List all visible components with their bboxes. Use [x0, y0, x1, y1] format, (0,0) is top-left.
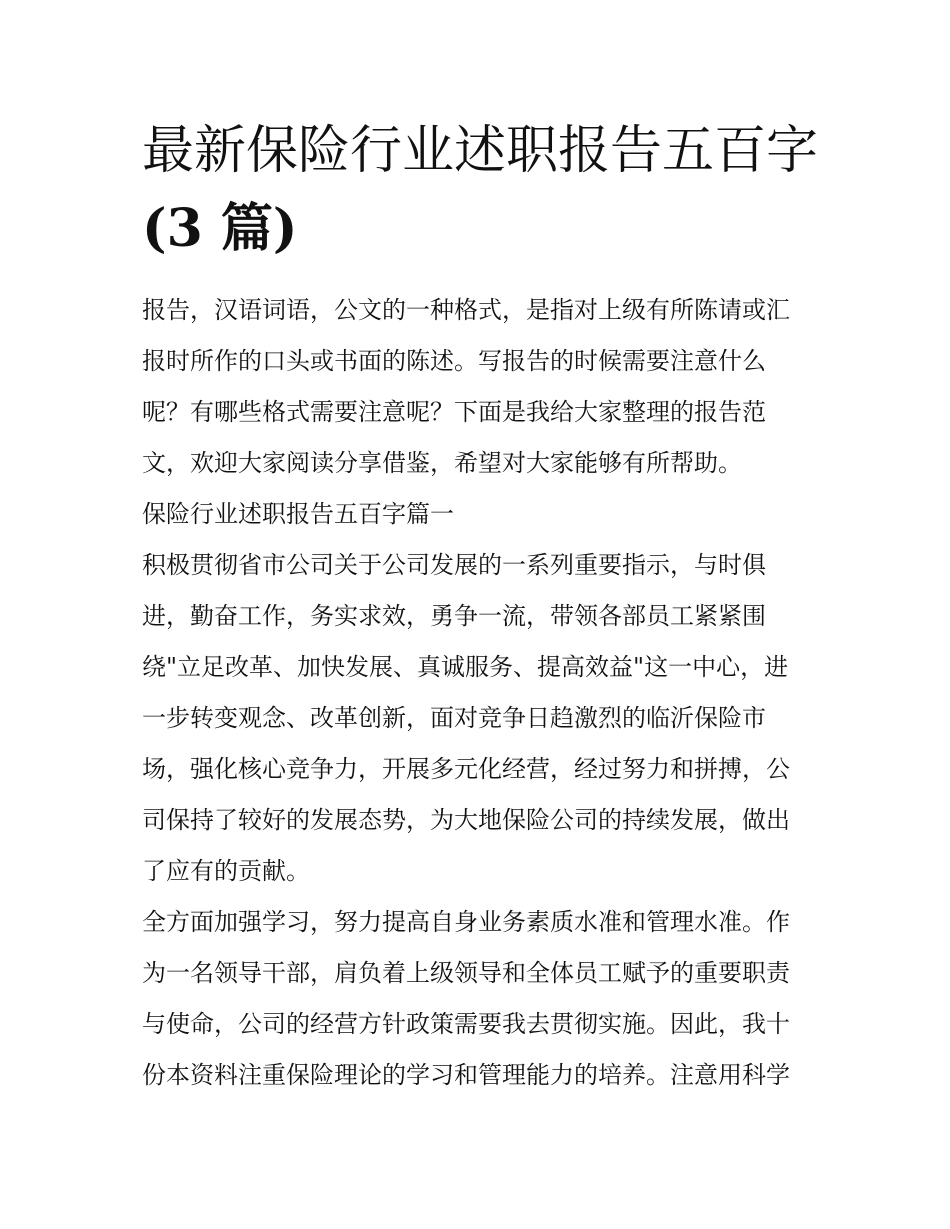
intro-paragraph	[142, 285, 814, 489]
text-line: 呢？有哪些格式需要注意呢？下面是我给大家整理的报告范	[142, 398, 766, 426]
document-body	[142, 285, 814, 1101]
title-line: (3 篇)	[142, 198, 298, 259]
text-line: 份本资料注重保险理论的学习和管理能力的培养。注意用科学	[142, 1061, 790, 1089]
text-line: 积极贯彻省市公司关于公司发展的一系列重要指示，与时俱	[142, 551, 766, 579]
body-paragraph	[142, 897, 814, 1101]
text-line: 报告，汉语词语，公文的一种格式，是指对上级有所陈请或汇	[142, 296, 790, 324]
text-line: 司保持了较好的发展态势，为大地保险公司的持续发展，做出	[142, 806, 790, 834]
text-line: 场，强化核心竞争力，开展多元化经营，经过努力和拼搏，公	[142, 755, 790, 783]
text-line: 进，勤奋工作，务实求效，勇争一流，带领各部员工紧紧围	[142, 602, 766, 630]
document-title	[142, 112, 819, 268]
text-line: 全方面加强学习，努力提高自身业务素质水准和管理水准。作	[142, 908, 790, 936]
body-paragraph	[142, 540, 814, 897]
text-line: 报时所作的口头或书面的陈述。写报告的时候需要注意什么	[142, 347, 766, 375]
text-line: 为一名领导干部，肩负着上级领导和全体员工赋予的重要职责	[142, 959, 790, 987]
document-content	[142, 112, 819, 1101]
title-line: 最新保险行业述职报告五百字	[142, 121, 819, 181]
text-line: 绕"立足改革、加快发展、真诚服务、提高效益"这一中心，进	[142, 653, 789, 681]
section-heading	[142, 489, 814, 540]
text-line: 了应有的贡献。	[142, 857, 310, 885]
text-line: 文，欢迎大家阅读分享借鉴，希望对大家能够有所帮助。	[142, 449, 742, 477]
text-line: 与使命，公司的经营方针政策需要我去贯彻实施。因此，我十	[142, 1010, 790, 1038]
text-line: 一步转变观念、改革创新，面对竞争日趋激烈的临沂保险市	[142, 704, 766, 732]
text-line: 保险行业述职报告五百字篇一	[142, 500, 454, 528]
